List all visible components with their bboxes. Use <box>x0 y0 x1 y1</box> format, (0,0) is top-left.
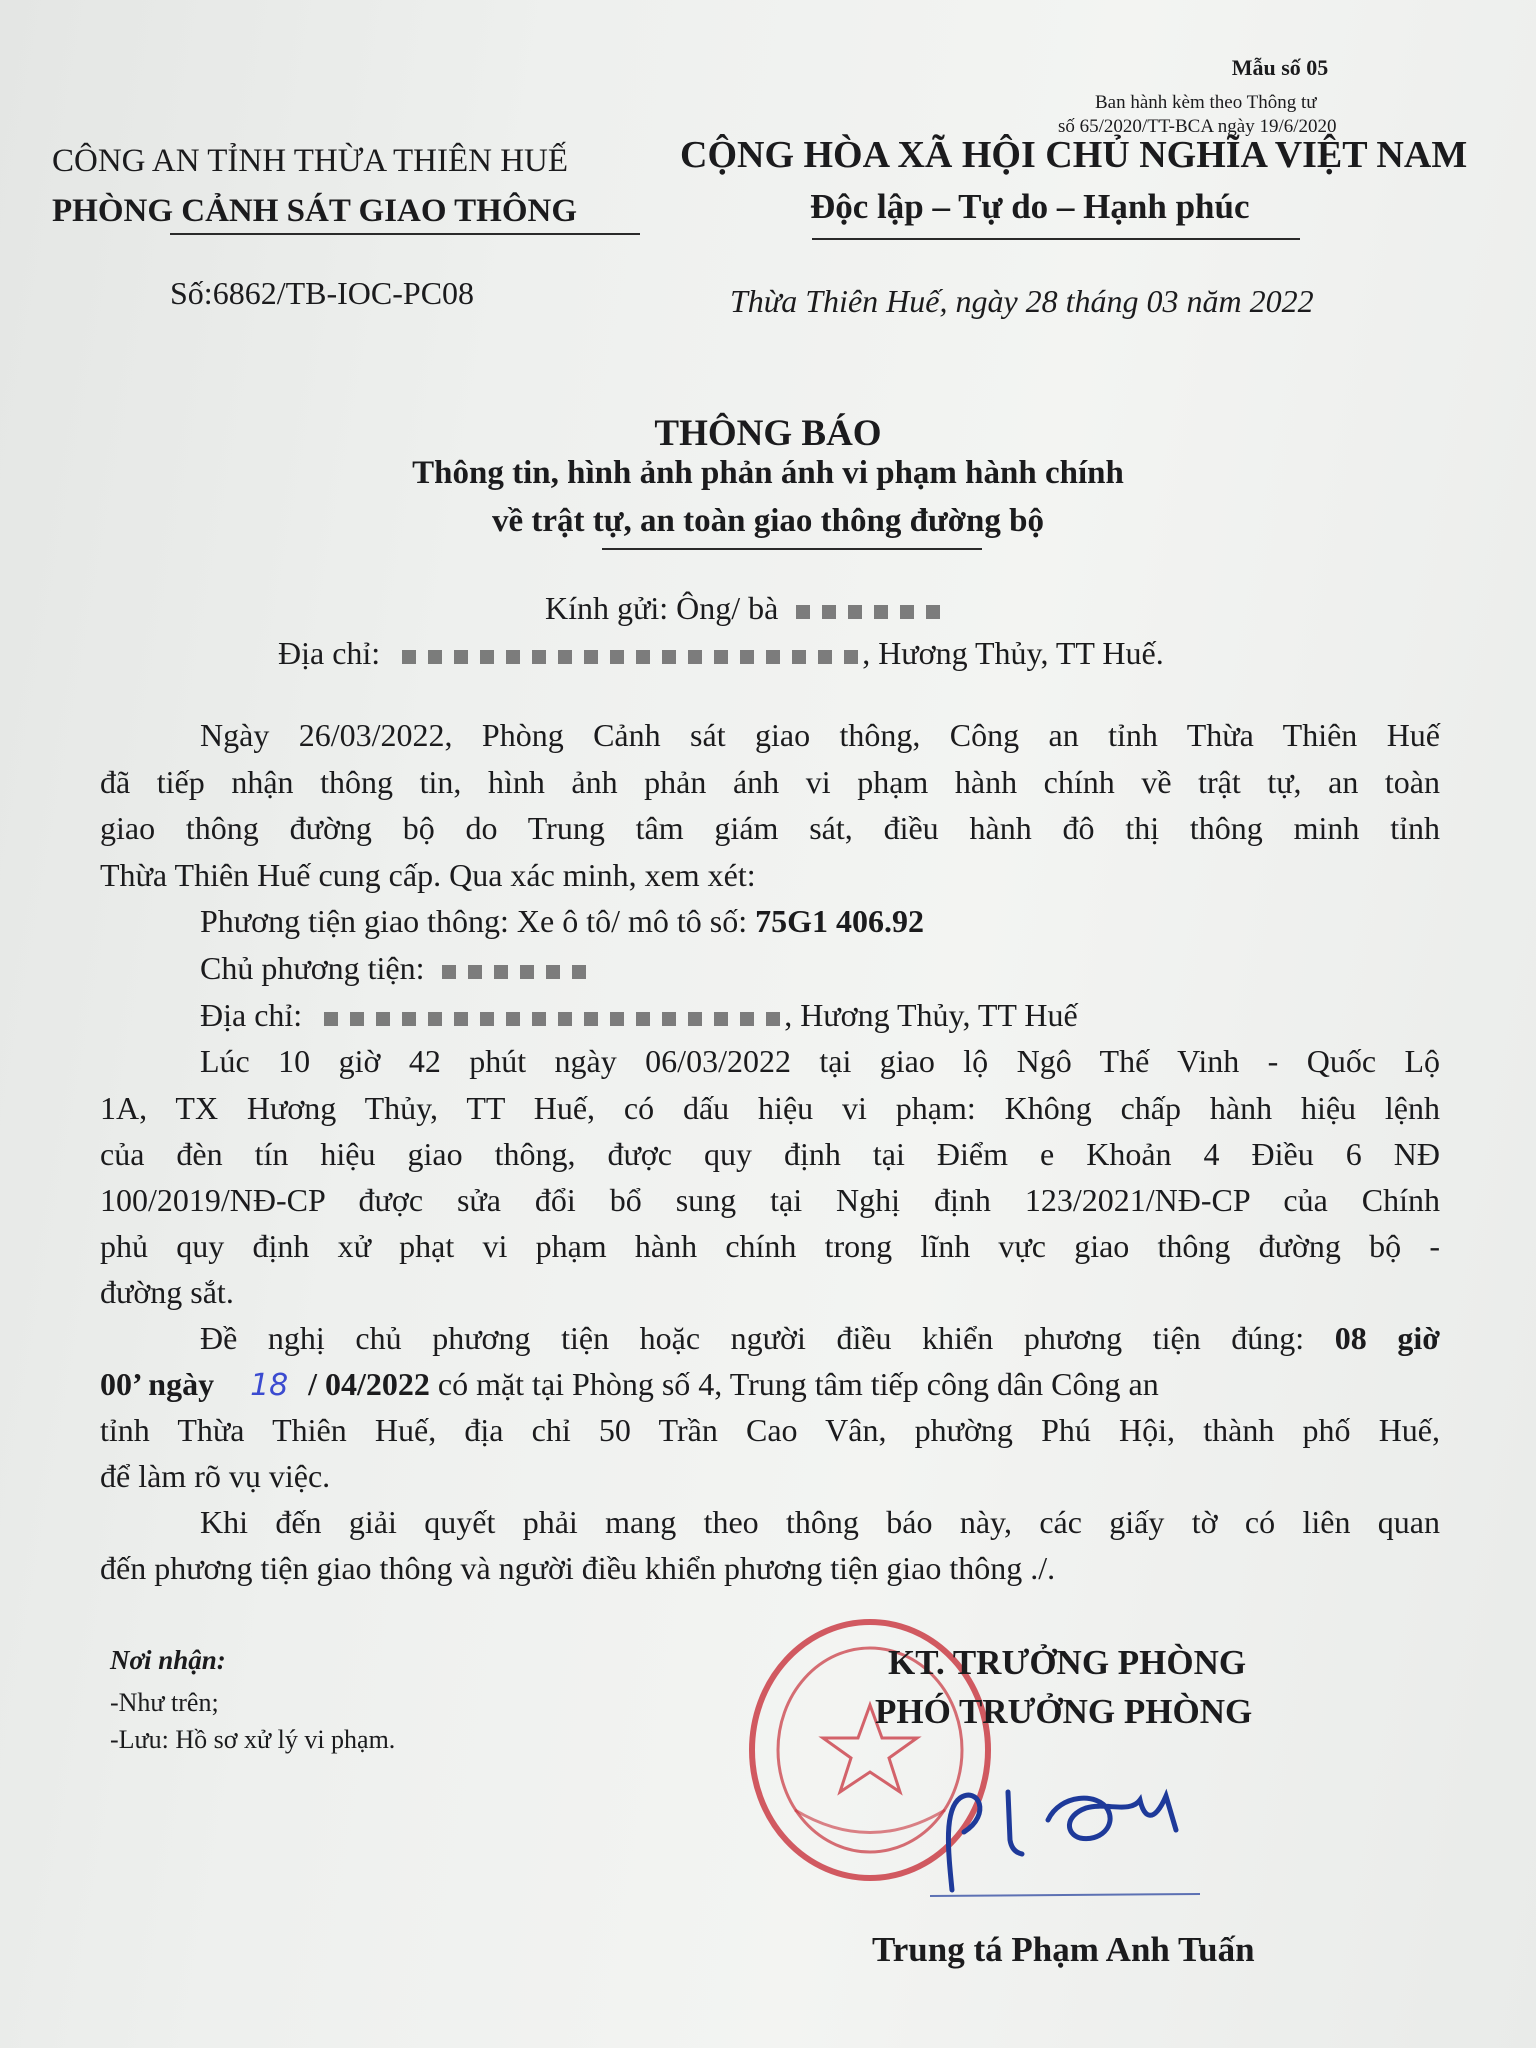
body-p1-line2: đã tiếp nhận thông tin, hình ảnh phản ánh vi phạm hành chính về trật tự, an toàn <box>100 764 1440 800</box>
form-note-line2: số 65/2020/TT-BCA ngày 19/6/2020 <box>1058 116 1337 137</box>
greeting-line <box>545 590 946 627</box>
recipients-label: Nơi nhận: <box>110 1645 226 1675</box>
body-p3-line3: tỉnh Thừa Thiên Huế, địa chỉ 50 Trần Cao Vân, phường Phú Hội, thành phố Huế, <box>100 1412 1440 1448</box>
national-motto: Độc lập – Tự do – Hạnh phúc <box>810 187 1250 226</box>
handwritten-signature <box>930 1770 1210 1900</box>
body-p2-line2: 1A, TX Hương Thủy, TT Huế, có dấu hiệu vi phạm: Không chấp hành hiệu lệnh <box>100 1090 1440 1126</box>
body-p2-line6: đường sắt. <box>100 1274 234 1310</box>
owner-address-tail: , Hương Thủy, TT Huế <box>784 997 1078 1033</box>
recipient-1: -Như trên; <box>110 1688 219 1717</box>
body-p1-line3: giao thông đường bộ do Trung tâm giám sát, điều hành đô thị thông minh tỉnh <box>100 810 1440 846</box>
body-p2-line1: Lúc 10 giờ 42 phút ngày 06/03/2022 tại giao lộ Ngô Thế Vinh - Quốc Lộ <box>200 1043 1440 1079</box>
signature-title-2: PHÓ TRƯỞNG PHÒNG <box>875 1692 1253 1731</box>
body-p1-line4: Thừa Thiên Huế cung cấp. Qua xác minh, xem xét: <box>100 857 756 893</box>
body-p3-line2 <box>100 1366 1440 1403</box>
vehicle-label: Phương tiện giao thông: Xe ô tô/ mô tô số: <box>200 903 748 939</box>
agency-name: CÔNG AN TỈNH THỪA THIÊN HUẾ <box>52 143 569 179</box>
address-label: Địa chỉ: <box>278 635 381 671</box>
republic-heading: CỘNG HÒA XÃ HỘI CHỦ NGHĨA VIỆT NAM <box>680 134 1468 176</box>
body-p2-line3: của đèn tín hiệu giao thông, được quy định tại Điểm e Khoản 4 Điều 6 NĐ <box>100 1136 1440 1172</box>
body-p4-line1: Khi đến giải quyết phải mang theo thông báo này, các giấy tờ có liên quan <box>200 1504 1440 1540</box>
document-title: THÔNG BÁO <box>654 413 882 454</box>
place-date: Thừa Thiên Huế, ngày 28 tháng 03 năm 2022 <box>730 283 1314 319</box>
body-p3-line4: để làm rõ vụ việc. <box>100 1458 331 1494</box>
p3-time-minute: 00’ ngày <box>100 1366 215 1402</box>
signer-name: Trung tá Phạm Anh Tuấn <box>872 1930 1255 1969</box>
owner-label: Chủ phương tiện: <box>200 950 425 986</box>
form-number: Mẫu số 05 <box>1231 55 1329 80</box>
address-line <box>278 635 1164 672</box>
p3-date-month: / 04/2022 <box>308 1366 430 1402</box>
redacted-owner <box>442 965 592 979</box>
body-p3-line1 <box>200 1320 1440 1357</box>
department-name: PHÒNG CẢNH SÁT GIAO THÔNG <box>52 193 578 229</box>
redacted-address <box>402 650 862 664</box>
vehicle-line <box>200 903 924 940</box>
address-tail: , Hương Thủy, TT Huế. <box>862 635 1164 671</box>
plate-number: 75G1 406.92 <box>755 903 925 939</box>
redacted-name <box>796 605 946 619</box>
title-underline <box>602 548 982 550</box>
bleed-through-text <box>460 592 468 626</box>
document-number: Số:6862/TB-IOC-PC08 <box>170 275 475 311</box>
owner-address-line <box>200 997 1078 1034</box>
agency-underline <box>170 233 640 235</box>
p3-line2-text: có mặt tại Phòng số 4, Trung tâm tiếp công dân Công an <box>437 1366 1159 1402</box>
owner-line <box>200 950 592 987</box>
p3-time-hour: 08 giờ <box>1334 1320 1441 1356</box>
greeting-text: Kính gửi: Ông/ bà <box>545 590 779 626</box>
handwritten-day: 18 <box>250 1368 289 1403</box>
form-note-line1: Ban hành kèm theo Thông tư <box>1095 92 1317 113</box>
body-p4-line2: đến phương tiện giao thông và người điều khiển phương tiện giao thông ./. <box>100 1550 1056 1586</box>
recipient-2: -Lưu: Hồ sơ xử lý vi phạm. <box>110 1725 396 1754</box>
body-p2-line4: 100/2019/NĐ-CP được sửa đổi bổ sung tại Nghị định 123/2021/NĐ-CP của Chính <box>100 1182 1440 1218</box>
p3-line1-text: Đề nghị chủ phương tiện hoặc người điều khiển phương tiện đúng: <box>200 1320 1305 1356</box>
signature-title-1: KT. TRƯỞNG PHÒNG <box>888 1643 1247 1682</box>
owner-address-label: Địa chỉ: <box>200 997 303 1033</box>
redacted-owner-address <box>324 1012 784 1026</box>
document-subtitle-1: Thông tin, hình ảnh phản ánh vi phạm hành chính <box>412 455 1124 491</box>
motto-underline <box>812 238 1300 240</box>
body-p1-line1: Ngày 26/03/2022, Phòng Cảnh sát giao thông, Công an tỉnh Thừa Thiên Huế <box>200 717 1440 753</box>
document-subtitle-2: về trật tự, an toàn giao thông đường bộ <box>491 503 1044 539</box>
body-p2-line5: phủ quy định xử phạt vi phạm hành chính trong lĩnh vực giao thông đường bộ - <box>100 1228 1440 1264</box>
